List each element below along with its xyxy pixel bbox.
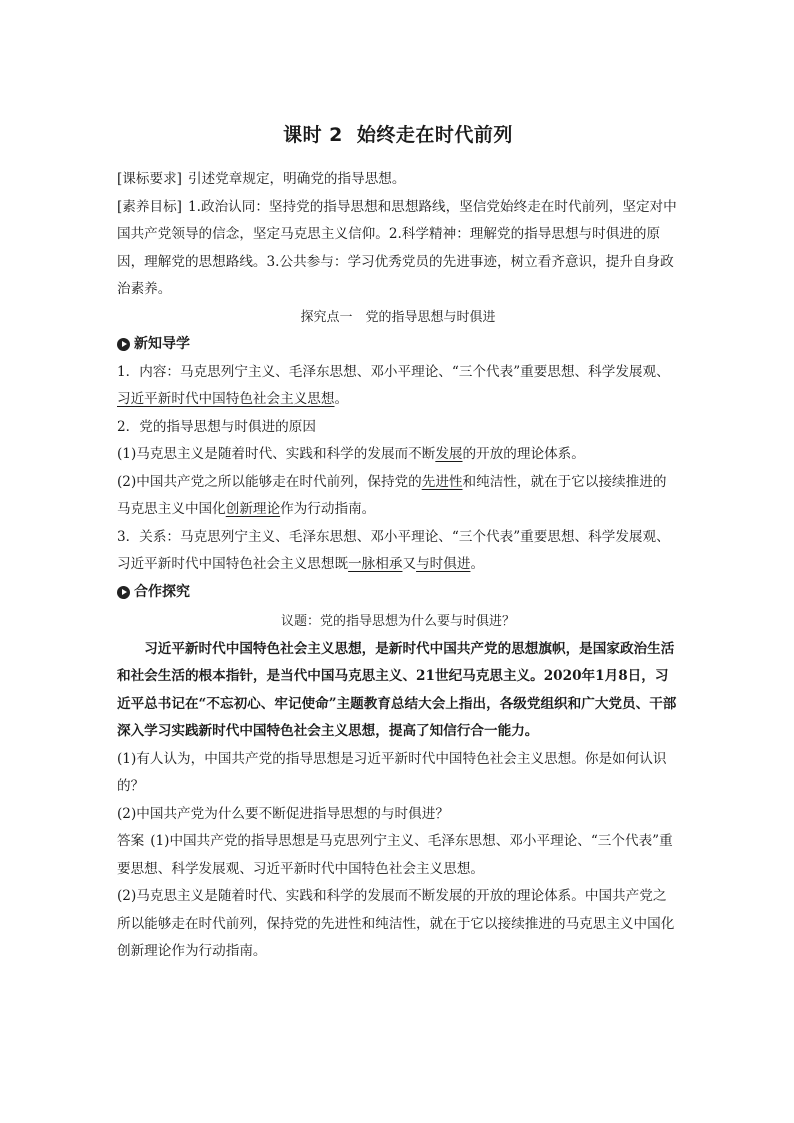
knowledge-item-reason-2 xyxy=(117,469,679,524)
literacy-goals xyxy=(117,194,679,304)
play-circle-icon xyxy=(117,586,130,599)
item-number: 1． xyxy=(117,363,140,380)
literacy-text: 1.政治认同：坚持党的指导思想和思想路线，坚信党始终走在时代前列，坚定对中国共产党领导的信念，坚定马克思主义信仰。2.科学精神：理解党的指导思想与时俱进的原因，理解党的思想路线。3.公共参与：学习优秀党员的先进事迹，树立看齐意识，提升自身政治素养。 xyxy=(117,198,677,297)
reason-text: 和纯洁性，就在于它以接续推进的马克思主义中国化 xyxy=(117,473,667,517)
item-number: 3． xyxy=(117,528,140,545)
page-title xyxy=(117,120,679,150)
knowledge-item-content xyxy=(117,359,679,414)
material-passage: 习近平新时代中国特色社会主义思想，是新时代中国共产党的思想旗帜，是国家政治生活和社会生活的根本指针，是当代中国马克思主义、21世纪马克思主义。2020年1月8日，习近平总书记在“不忘初心、牢记使命”主题教育总结大会上指出，各级党组织和广大党员、干部深入学习实践新时代中国特色社会主义思想，提高了知信行合一能力。 xyxy=(117,640,677,739)
lesson-number: 课时 2 xyxy=(283,124,343,146)
item-text: 马克思列宁主义、毛泽东思想、邓小平理论、“三个代表”重要思想、科学发展观、 xyxy=(180,363,670,380)
item-text: 马克思列宁主义、毛泽东思想、邓小平理论、“三个代表”重要思想、科学发展观、习近平新时代中国特色社会主义思想既 xyxy=(117,528,670,572)
document-content xyxy=(117,120,679,966)
explore-point-heading: 探究点一 党的指导思想与时俱进 xyxy=(300,309,496,325)
answer-2: (2)马克思主义是随着时代、实践和科学的发展而不断发展的开放的理论体系。中国共产党之所以能够走在时代前列，保持党的先进性和纯洁性，就在于它以接续推进的马克思主义中国化创新理论作为行动指南。 xyxy=(117,888,675,959)
item-answer-blank: 习近平新时代中国特色社会主义思想 xyxy=(117,391,335,407)
answer-1 xyxy=(117,828,679,883)
cooperation-heading xyxy=(117,579,679,607)
answer-1-text: (1)中国共产党的指导思想是马克思列宁主义、毛泽东思想、邓小平理论、“三个代表”重要思想、科学发展观、习近平新时代中国特色社会主义思想。 xyxy=(117,833,673,877)
requirements-text: 引述党章规定，明确党的指导思想。 xyxy=(187,171,406,187)
lesson-title: 始终走在时代前列 xyxy=(356,124,513,146)
item-label: 关系： xyxy=(139,528,181,545)
reason-text: (1)马克思主义是随着时代、实践和科学的发展而不断 xyxy=(117,446,436,462)
reason-answer-blank: 先进性 xyxy=(421,473,463,490)
requirements-label: [课标要求] xyxy=(117,171,182,187)
knowledge-item-reason-1 xyxy=(117,441,679,469)
question-1: (1)有人认为，中国共产党的指导思想是习近平新时代中国特色社会主义思想。你是如何认识的？ xyxy=(117,750,667,794)
discussion-topic: 议题：党的指导思想为什么要与时俱进？ xyxy=(280,614,515,629)
answer-label: 答案 xyxy=(117,833,145,849)
reason-text: 的开放的理论体系。 xyxy=(462,446,585,462)
knowledge-item-reasons-title: 2．党的指导思想与时俱进的原因 xyxy=(117,418,316,435)
item-text: 又 xyxy=(402,556,417,572)
reason-answer-blank: 发展 xyxy=(435,446,463,462)
item-answer-blank: 一脉相承 xyxy=(348,556,403,572)
knowledge-item-relation xyxy=(117,524,679,579)
item-label: 内容： xyxy=(139,363,181,380)
curriculum-requirements xyxy=(117,166,679,194)
item-text-end: 。 xyxy=(334,391,349,407)
new-knowledge-heading xyxy=(117,331,679,359)
reason-text: (2)中国共产党之所以能够走在时代前列，保持党的 xyxy=(117,473,422,490)
reason-text: 作为行动指南。 xyxy=(280,501,376,517)
cooperation-label: 合作探究 xyxy=(134,583,190,600)
item-answer-blank: 与时俱进 xyxy=(416,556,471,572)
play-circle-icon xyxy=(117,338,130,351)
item-text-end: 。 xyxy=(470,556,485,572)
reason-answer-blank: 创新理论 xyxy=(225,501,281,517)
literacy-label: [素养目标] xyxy=(117,198,182,215)
new-knowledge-label: 新知导学 xyxy=(134,336,190,352)
question-2: (2)中国共产党为什么要不断促进指导思想的与时俱进？ xyxy=(117,805,449,822)
